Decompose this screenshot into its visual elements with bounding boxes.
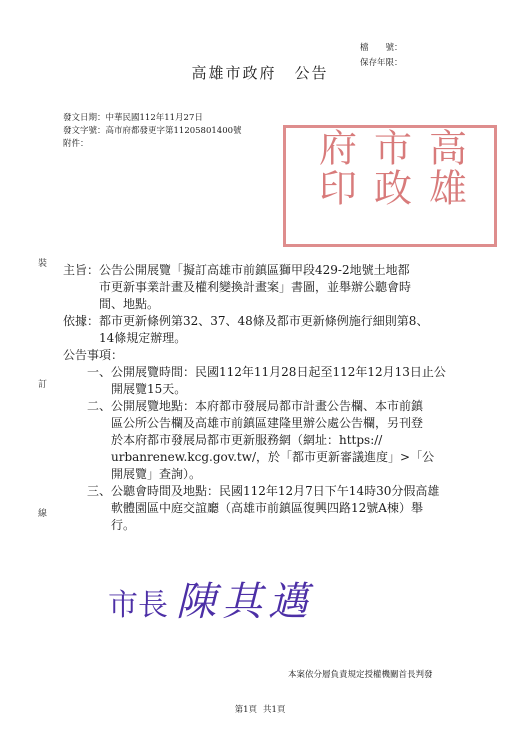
basis-text xyxy=(99,313,428,347)
page-total: 共1頁 xyxy=(263,705,286,715)
basis-label: 依據： xyxy=(63,314,100,328)
item-2-number: 二、 xyxy=(87,399,112,413)
item-1-text xyxy=(111,364,446,398)
item-line: 行。 xyxy=(111,518,136,532)
retention-period-label: 保存年限： xyxy=(360,58,403,68)
mayor-signature-stamp xyxy=(108,570,408,630)
mayor-title: 市長 xyxy=(108,588,168,623)
basis-line: 14條規定辦理。 xyxy=(99,331,187,345)
document-title xyxy=(0,62,520,83)
item-line: urbanrenew.kcg.gov.tw/，於「都市更新審議進度」>「公 xyxy=(111,450,435,464)
page-footer xyxy=(0,703,520,715)
basis-line: 都市更新條例第32、37、48條及都市更新條例施行細則第8、 xyxy=(99,314,429,328)
mayor-name: 陳其邁 xyxy=(176,579,314,625)
issue-date-label: 發文日期： xyxy=(63,113,106,123)
file-number-label: 檔 號： xyxy=(360,43,403,53)
authorization-note: 本案依分層負責規定授權機關首長判發 xyxy=(288,670,433,680)
item-3-number: 三、 xyxy=(87,484,112,498)
official-seal-stamp xyxy=(283,125,497,247)
reference-number-label: 發文字號： xyxy=(63,126,106,136)
document-type: 公告 xyxy=(294,64,329,82)
item-line: 公聽會時間及地點：民國112年12月7日下午14時30分假高雄 xyxy=(111,484,440,498)
item-2-text xyxy=(111,398,434,483)
attachment-label: 附件： xyxy=(63,139,89,149)
binding-mark-ding: 訂 xyxy=(38,380,48,390)
subject-line: 市更新事業計畫及權利變換計畫案」書圖，並舉辦公聽會時 xyxy=(99,280,412,294)
item-line: 公開展覽時間：民國112年11月28日起至112年12月13日止公 xyxy=(111,365,446,379)
attachment-row xyxy=(63,137,89,149)
item-line: 區公所公告欄及高雄市前鎮區建隆里辦公處公告欄，另刊登 xyxy=(111,416,424,430)
binding-mark-zhuang: 裝 xyxy=(38,259,48,269)
subject-line: 公告公開展覽「擬訂高雄市前鎮區獅甲段429-2地號土地都 xyxy=(99,263,410,277)
reference-number-value: 高市府都發更字第11205801400號 xyxy=(105,126,242,136)
item-1-number: 一、 xyxy=(87,365,112,379)
subject-label: 主旨： xyxy=(63,263,100,277)
issue-date-value: 中華民國112年11月27日 xyxy=(105,113,203,123)
seal-glyphs: 高雄市政府印 xyxy=(312,128,467,208)
subject-line: 間、地點。 xyxy=(99,297,160,311)
item-line: 開展覽」查詢）。 xyxy=(111,467,202,481)
item-line: 公開展覽地點：本府都市發展局都市計畫公告欄、本市前鎮 xyxy=(111,399,424,413)
item-3-text xyxy=(111,483,439,534)
page-number: 第1頁 xyxy=(234,705,257,715)
item-line: 軟體園區中庭交誼廳（高雄市前鎮區復興四路12號A棟）舉 xyxy=(111,501,423,515)
binding-mark-xian: 線 xyxy=(38,509,48,519)
subject-text xyxy=(99,262,411,313)
issue-date-row xyxy=(63,111,203,123)
issuing-agency: 高雄市政府 xyxy=(191,64,277,82)
announcement-items-heading: 公告事項： xyxy=(63,348,124,362)
item-line: 開展覽15天。 xyxy=(111,382,187,396)
item-line: 於本府都市發展局都市更新服務網（網址：https:// xyxy=(111,433,383,447)
reference-number-row xyxy=(63,124,242,136)
